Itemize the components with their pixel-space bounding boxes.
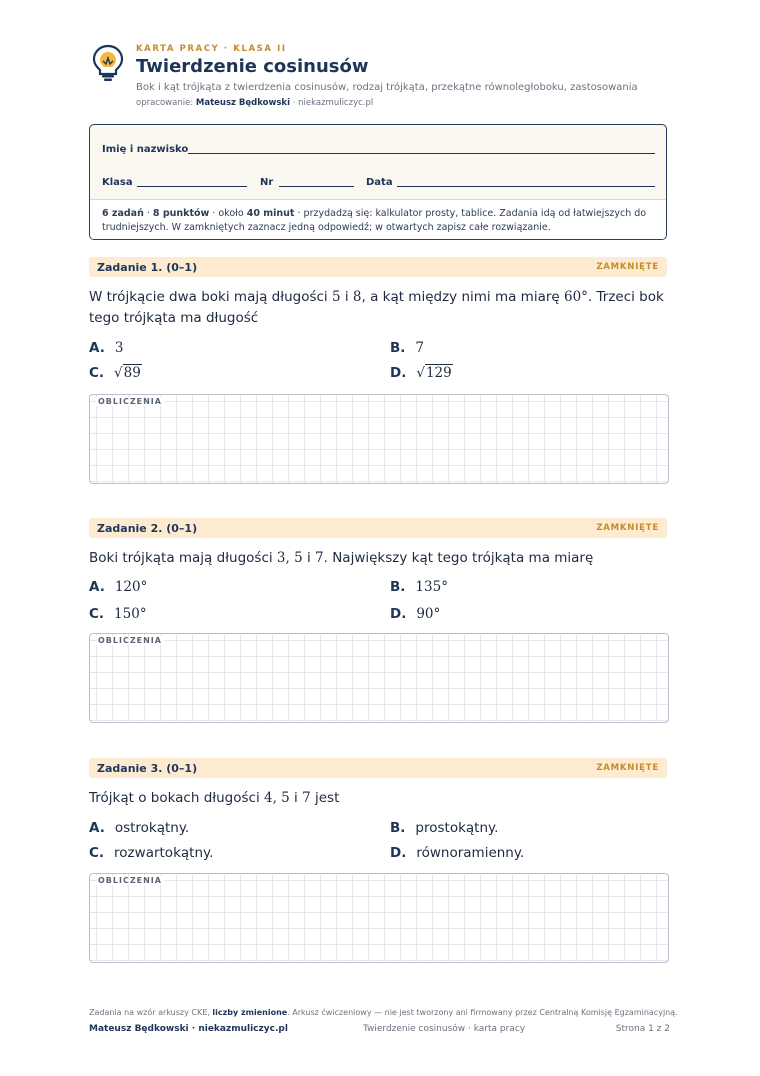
task-1-calculation-area[interactable] [89, 394, 669, 484]
page-number: Strona 1 z 2 [615, 1024, 670, 1034]
q-math: 7 [302, 790, 311, 806]
author-line [136, 98, 373, 108]
option-letter: C. [89, 845, 105, 861]
option-letter: D. [390, 845, 407, 861]
q-text: Boki trójkąta mają długości [89, 550, 277, 566]
sqrt-expression: √129 [416, 365, 452, 381]
option-value: prostokątny. [415, 820, 499, 836]
q-text: W trójkącie dwa boki mają długości [89, 289, 332, 305]
task-1-option-b[interactable] [390, 340, 424, 356]
task-2-question [89, 548, 669, 569]
note-text: Zadania na wzór arkuszy CKE, [89, 1008, 213, 1017]
option-letter: C. [89, 606, 105, 622]
option-letter: C. [89, 365, 105, 381]
option-value: 90° [416, 606, 441, 622]
task-3-header [89, 758, 667, 778]
task-1-option-c[interactable] [89, 365, 142, 381]
q-text: i [302, 550, 316, 566]
date-label: Data [366, 177, 393, 188]
option-letter: A. [89, 340, 105, 356]
q-math: 4, 5 [264, 790, 290, 806]
note-text: . Arkusz ćwiczeniowy — nie jest tworzony ani firmowany przez Centralną Komisję Egzaminacyjną. [287, 1008, 678, 1017]
radicand: 129 [425, 365, 452, 381]
calculation-label: OBLICZENIA [98, 636, 162, 645]
tasks-count: 6 zadań [102, 208, 144, 219]
page-subtitle: Bok i kąt trójkąta z twierdzenia cosinusów, rodzaj trójkąta, przekątne równoległoboku, zastosowania [136, 82, 638, 93]
task-1-title: Zadanie 1. (0–1) [97, 261, 198, 274]
option-letter: B. [390, 340, 406, 356]
option-letter: D. [390, 606, 407, 622]
time-limit: 40 minut [246, 208, 295, 219]
worksheet-kicker: KARTA PRACY · KLASA II [136, 44, 287, 54]
task-1-question [89, 287, 669, 329]
task-3-option-b[interactable] [390, 820, 498, 836]
task-2-option-d[interactable] [390, 606, 440, 622]
q-text: . Największy kąt tego trójkąta ma miarę [323, 550, 594, 566]
task-3-calculation-area[interactable] [89, 873, 669, 963]
q-text: i [340, 289, 353, 305]
option-value: ostrokątny. [114, 820, 190, 836]
q-text: . Trzeci bok tego trójkąta ma długość [89, 289, 664, 326]
task-3-type-badge: ZAMKNIĘTE [596, 763, 659, 773]
task-1-option-a[interactable] [89, 340, 123, 356]
task-3-title: Zadanie 3. (0–1) [97, 762, 198, 775]
name-label: Imię i nazwisko [102, 144, 189, 155]
option-value: 135° [415, 579, 448, 595]
option-value: 120° [114, 579, 148, 595]
name-field[interactable] [188, 153, 655, 154]
task-2-title: Zadanie 2. (0–1) [97, 522, 198, 535]
class-field[interactable] [137, 186, 247, 187]
author-site: · niekazmuliczyc.pl [292, 98, 374, 108]
task-2-header [89, 518, 667, 538]
q-text: jest [310, 790, 340, 806]
q-math: 60° [563, 289, 588, 305]
option-letter: A. [89, 579, 105, 595]
task-2-option-c[interactable] [89, 606, 147, 622]
author-name: Mateusz Będkowski [195, 98, 291, 108]
q-text: Trójkąt o bokach długości [89, 790, 264, 806]
nr-field[interactable] [279, 186, 354, 187]
q-text: i [289, 790, 303, 806]
worksheet-info: 6 zadań · 8 punktów · około 40 minut · przydadzą się: kalkulator prosty, tablice. Zadania idą od łatwiejszych do trudniejszych. W zamkniętych zaznacz jedną odpowiedź; w otwartych zapisz całe rozwiązanie. [90, 199, 666, 239]
calculation-label: OBLICZENIA [98, 876, 162, 885]
footer-author: Mateusz Będkowski · niekazmuliczyc.pl [89, 1024, 288, 1034]
author-prefix: opracowanie: [136, 98, 194, 108]
footer-note [89, 1008, 678, 1017]
task-3-option-c[interactable] [89, 845, 213, 861]
note-emphasis: liczby zmienione [212, 1008, 288, 1017]
task-3-question [89, 788, 669, 809]
page-title: Twierdzenie cosinusów [136, 56, 369, 77]
class-label: Klasa [102, 177, 133, 188]
option-value: 7 [415, 340, 425, 356]
date-field[interactable] [397, 186, 655, 187]
task-1-option-d[interactable] [390, 365, 453, 381]
nr-label: Nr [260, 177, 274, 188]
q-text: , a kąt między nimi ma miarę [361, 289, 564, 305]
calculation-label: OBLICZENIA [98, 397, 162, 406]
task-1-header [89, 257, 667, 277]
option-value: 150° [114, 606, 147, 622]
points-total: 8 punktów [152, 208, 210, 219]
option-letter: B. [390, 579, 406, 595]
sqrt-expression: √89 [114, 365, 141, 381]
task-3-option-a[interactable] [89, 820, 189, 836]
q-math: 3, 5 [276, 550, 303, 566]
option-value: równoramienny. [416, 845, 525, 861]
lightbulb-icon [90, 43, 126, 83]
radicand: 89 [123, 365, 141, 381]
q-math: 5 [331, 289, 341, 305]
student-info-box [89, 124, 667, 240]
task-1-type-badge: ZAMKNIĘTE [596, 262, 659, 272]
task-2-calculation-area[interactable] [89, 633, 669, 723]
q-math: 7 [315, 550, 324, 566]
task-2-type-badge: ZAMKNIĘTE [596, 523, 659, 533]
task-2-option-a[interactable] [89, 579, 147, 595]
task-2-option-b[interactable] [390, 579, 448, 595]
time-prefix: około [218, 208, 244, 219]
task-3-option-d[interactable] [390, 845, 524, 861]
option-value: rozwartokątny. [114, 845, 214, 861]
option-letter: D. [390, 365, 407, 381]
worksheet-description: przydadzą się: kalkulator prosty, tablice. Zadania idą od łatwiejszych do trudniejszych. W zamkniętych zaznacz jedną odpowiedź; w otwartych zapisz całe rozwiązanie. [102, 208, 647, 233]
option-letter: A. [89, 820, 105, 836]
footer-title: Twierdzenie cosinusów · karta pracy [363, 1024, 526, 1034]
option-letter: B. [390, 820, 406, 836]
q-math: 8 [352, 289, 362, 305]
option-value: 3 [114, 340, 124, 356]
